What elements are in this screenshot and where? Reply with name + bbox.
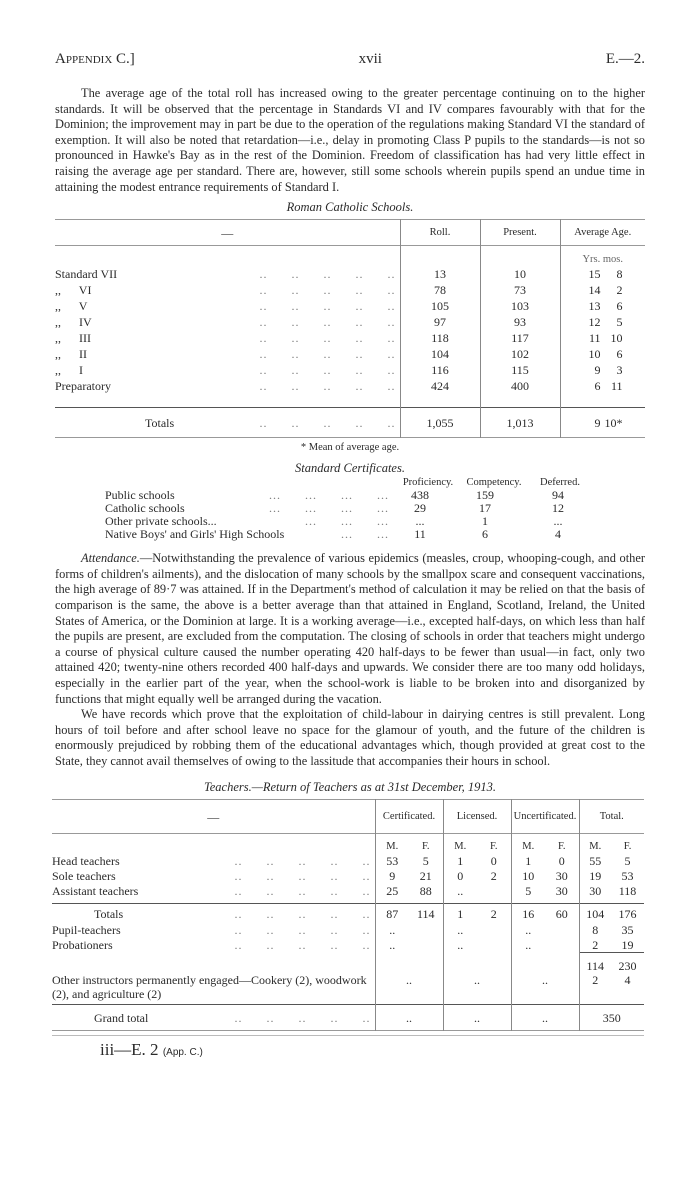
roll-value: 13 — [400, 266, 480, 282]
row-label — [52, 923, 375, 938]
cell-value: 9 — [375, 869, 409, 884]
female-label: F. — [421, 840, 430, 852]
leader-dots: .. .. .. .. .. — [226, 923, 371, 938]
blank — [52, 834, 375, 854]
male-label: M. — [443, 834, 477, 854]
cert-col-header: Deferred. — [540, 477, 580, 489]
row-label — [55, 346, 400, 362]
cell-value — [477, 923, 511, 938]
average-age-value — [560, 282, 645, 298]
mf-row — [52, 834, 644, 854]
cell-value: 60 — [555, 906, 568, 921]
row-label — [55, 266, 400, 282]
cell-value: 350 — [579, 1005, 644, 1031]
blank — [52, 953, 375, 973]
label-text: Assistant teachers — [52, 884, 139, 899]
cell-value: 53 — [621, 869, 634, 884]
cell-value: 30 — [555, 869, 568, 884]
leader-dots: .. .. .. .. .. — [251, 346, 396, 361]
male-label: M. — [375, 834, 409, 854]
years: 15 — [588, 266, 601, 281]
blank — [443, 953, 477, 973]
deferred-value: 4 — [555, 527, 561, 542]
cell-value: 19 — [621, 938, 634, 953]
table-header — [55, 220, 645, 246]
cell-value — [409, 923, 443, 938]
cell-value: 10 — [511, 869, 545, 884]
cell-value: 114 — [416, 906, 435, 921]
cell-value: 53 — [375, 854, 409, 869]
leader-dots: .. .. .. .. .. — [226, 938, 371, 953]
roll-value: 78 — [400, 282, 480, 298]
months: 3 — [616, 362, 623, 377]
present-value: 102 — [480, 346, 560, 362]
cell-value: .. — [443, 923, 477, 938]
average-age-value — [560, 298, 645, 314]
cell-value: 2 — [490, 906, 497, 921]
deferred-value: 12 — [552, 501, 564, 516]
cell-value: 5 — [422, 854, 429, 869]
present-value: 115 — [480, 362, 560, 378]
cell-value: 87 — [375, 904, 409, 923]
col-dash: — — [207, 809, 220, 824]
row-label — [52, 904, 375, 923]
cell-value: 1 — [443, 904, 477, 923]
footer-rule — [52, 1035, 644, 1036]
leader-dots: .. .. .. .. .. — [251, 378, 396, 393]
rc-caption: Roman Catholic Schools. — [286, 200, 414, 215]
leader-dots: .. .. .. .. .. — [251, 415, 396, 430]
teachers-table — [52, 799, 644, 1031]
leader-dots: ... ... ... ... — [269, 488, 389, 503]
col-total: Total. — [579, 800, 644, 834]
cell-value — [409, 938, 443, 953]
row-label — [52, 973, 375, 1005]
attendance-heading: Attendance. — [81, 551, 140, 566]
years: 12 — [588, 314, 601, 329]
leader-dots: .. .. .. .. .. — [251, 298, 396, 313]
cell-value — [545, 923, 579, 938]
table-row — [55, 314, 645, 330]
label-text: Sole teachers — [52, 869, 116, 884]
row-label — [55, 314, 400, 330]
label-text: ,, II — [55, 346, 87, 361]
row-label — [55, 330, 400, 346]
proficiency-value: 438 — [411, 488, 429, 503]
col-dash: — — [221, 225, 234, 240]
blank — [545, 953, 579, 973]
label-text: Grand total — [94, 1010, 149, 1025]
col-licensed: Licensed. — [443, 800, 511, 834]
male-label: M. — [579, 834, 611, 854]
cell-value: 2 — [490, 869, 497, 884]
label-text: Pupil-teachers — [52, 923, 121, 938]
other-instructors-row — [52, 973, 644, 1005]
paragraph-attendance — [55, 551, 645, 707]
competency-value: 17 — [479, 501, 491, 516]
cell-value: .. — [443, 938, 477, 953]
totals-row — [52, 904, 644, 923]
label-text: ,, V — [55, 298, 88, 313]
table-header — [52, 800, 644, 834]
table-row — [55, 266, 645, 282]
leader-dots: .. .. .. .. .. — [251, 266, 396, 281]
col-average-age: Average Age. — [560, 220, 645, 246]
cell-value: 30 — [579, 884, 611, 899]
cert-col-header: Competency. — [466, 477, 522, 489]
attendance-text: —Notwithstanding the prevalence of various epidemics (measles, croup, whooping-cough, and other forms of children's ailments), and the dislocation of many schools by the smallpox scare and consequent vaccinations, the high average of 89·7 was attained. If in the Department's method of calculation it may be relied on that the basis of comparison is the same, the above is a better average than that attained in England, Scotland, Ireland, the United States of America, or the Dominion at large. It is a working average—i.e., excepted half-days, on which less than half the pupils are present, are excluded from the computation. The closing of schools in order that teachers might undergo a course of physical culture caused the number operating 420 half-days to be fewer than usual—in fact, only two attained 420; twenty-nine others recorded 400 half-days and upwards. We consider there are too many odd holidays, especially in the earlier part of the year, when the school-work is liable to be broken into and disorganized by functions that might equally well be arranged during the vacation. — [55, 551, 645, 706]
footer-small: (App. C.) — [162, 1047, 203, 1059]
cell-value: .. — [511, 973, 579, 1005]
years: 6 — [594, 378, 601, 393]
roll-value: 116 — [400, 362, 480, 378]
cert-col-header: Proficiency. — [402, 477, 454, 489]
months: 5 — [616, 314, 623, 329]
leader-dots: ... ... — [341, 527, 389, 542]
competency-value: 6 — [482, 527, 488, 542]
deferred-value: 94 — [552, 488, 564, 503]
units-label: Yrs. mos. — [560, 246, 645, 266]
header-right: E.—2. — [605, 51, 645, 67]
row-label — [52, 854, 375, 869]
subtotal-male: 114 — [579, 953, 611, 973]
leader-dots: .. .. .. .. .. — [226, 884, 371, 899]
cell-value — [477, 938, 511, 953]
cell-value: .. — [511, 923, 545, 938]
row-label — [52, 869, 375, 884]
cell-value: .. — [443, 1005, 511, 1031]
table-row — [55, 346, 645, 362]
cell-value: .. — [375, 923, 409, 938]
cell-value: 16 — [511, 904, 545, 923]
certificates-table — [105, 476, 645, 541]
col-uncertificated: Uncertificated. — [511, 800, 579, 834]
present-value: 73 — [480, 282, 560, 298]
units-row — [55, 246, 645, 266]
months: 11 — [610, 378, 623, 393]
grand-total-row — [52, 1005, 644, 1031]
blank — [409, 953, 443, 973]
paragraph-child-labour: We have records which prove that the exploitation of child-labour in dairying centres is still prevalent. Long hours of toil before and after school leave no space for the glamour of youth, and the future of the children is enormously prejudiced by robbing them of the educational advantages which, though provided at great cost to the State, they cannot avail themselves of owing to the lassitude that accompanies their hours in school. — [55, 707, 645, 768]
months: 6 — [616, 298, 623, 313]
blank — [55, 246, 400, 266]
cell-value: 88 — [419, 884, 432, 899]
row-label — [52, 938, 375, 953]
months: 2 — [616, 282, 623, 297]
row-label — [52, 884, 375, 899]
label-text: Probationers — [52, 938, 113, 953]
cell-value: 30 — [555, 884, 568, 899]
leader-dots: .. .. .. .. .. — [226, 869, 371, 884]
blank — [480, 246, 560, 266]
leader-dots: .. .. .. .. .. — [251, 314, 396, 329]
col-roll: Roll. — [400, 220, 480, 246]
cell-value: 4 — [624, 972, 631, 987]
cell-value: 104 — [579, 904, 611, 923]
blank — [375, 953, 409, 973]
label-text: Public schools — [105, 488, 175, 503]
table-row — [52, 938, 644, 953]
leader-dots: .. .. .. .. .. — [226, 906, 371, 921]
leader-dots: ... ... ... ... — [269, 501, 389, 516]
years: 13 — [588, 298, 601, 313]
roll-value: 1,055 — [400, 408, 480, 438]
spacer — [55, 394, 645, 408]
blank — [511, 953, 545, 973]
present-value: 1,013 — [480, 408, 560, 438]
roll-value: 118 — [400, 330, 480, 346]
years: 10 — [588, 346, 601, 361]
row-label — [55, 362, 400, 378]
footer-main: iii—E. 2 — [100, 1040, 159, 1060]
label-text: ,, III — [55, 330, 91, 345]
cell-value: 5 — [624, 854, 631, 869]
leader-dots: .. .. .. .. .. — [226, 1010, 371, 1025]
certificates-header — [395, 476, 645, 489]
cell-value: .. — [375, 1005, 443, 1031]
cell-value: 1 — [443, 854, 477, 869]
subtotal-row — [52, 953, 644, 973]
roll-value: 105 — [400, 298, 480, 314]
cell-value: 0 — [490, 854, 497, 869]
label-text: Native Boys' and Girls' High Schools — [105, 527, 285, 542]
table-row — [52, 923, 644, 938]
years: 9 — [594, 415, 601, 430]
cell-value: 176 — [618, 906, 637, 921]
cell-value: .. — [511, 1005, 579, 1031]
cell-value: 0 — [558, 854, 565, 869]
blank — [477, 953, 511, 973]
label-text: Other private schools... — [105, 514, 217, 529]
row-label — [105, 528, 395, 541]
cell-value: 0 — [443, 869, 477, 884]
average-age-value — [560, 408, 645, 438]
row-label — [55, 408, 400, 438]
female-label: F. — [489, 840, 498, 852]
label-text: Head teachers — [52, 854, 120, 869]
cell-value — [545, 938, 579, 953]
male-label: M. — [511, 834, 545, 854]
teachers-caption: Teachers.—Return of Teachers as at 31st December, 1913. — [203, 780, 497, 795]
cell-value: .. — [375, 938, 409, 953]
present-value: 10 — [480, 266, 560, 282]
months: 10 — [610, 330, 623, 345]
average-age-value — [560, 314, 645, 330]
row-label — [55, 282, 400, 298]
roll-value: 97 — [400, 314, 480, 330]
present-value: 117 — [480, 330, 560, 346]
col-present: Present. — [480, 220, 560, 246]
cell-value: .. — [443, 884, 477, 899]
blank — [400, 246, 480, 266]
footer-signature — [100, 1040, 645, 1063]
roll-value: 104 — [400, 346, 480, 362]
cell-value: 19 — [579, 869, 611, 884]
label-text: Other instructors permanently engaged—Cookery (2), woodwork (2), and agriculture (2) — [52, 972, 367, 1001]
blank — [560, 394, 645, 408]
cell-value: 118 — [618, 884, 637, 899]
row-label — [55, 378, 400, 394]
row-label — [55, 298, 400, 314]
table-row — [105, 528, 645, 541]
cell-value: 35 — [621, 923, 634, 938]
table-row — [52, 884, 644, 899]
competency-value: 1 — [482, 514, 488, 529]
cell-value: 2 — [579, 938, 611, 953]
label-text: Standard VII — [55, 266, 118, 281]
months: 10* — [604, 415, 623, 430]
average-age-value — [560, 266, 645, 282]
label-text: Catholic schools — [105, 501, 185, 516]
cell-value: 21 — [419, 869, 432, 884]
blank — [55, 394, 400, 408]
leader-dots: .. .. .. .. .. — [251, 282, 396, 297]
months: 8 — [616, 266, 623, 281]
cell-value — [477, 884, 511, 899]
competency-value: 159 — [476, 488, 494, 503]
rc-footnote: * Mean of average age. — [300, 442, 400, 454]
years: 11 — [588, 330, 601, 345]
cell-value: .. — [511, 938, 545, 953]
blank — [480, 394, 560, 408]
certificates-caption: Standard Certificates. — [295, 461, 405, 476]
leader-dots: .. .. .. .. .. — [251, 362, 396, 377]
leader-dots: .. .. .. .. .. — [251, 330, 396, 345]
cell-value: 55 — [579, 854, 611, 869]
table-row — [55, 298, 645, 314]
cell-value: 1 — [511, 854, 545, 869]
cell-value: 5 — [511, 884, 545, 899]
cell-value: .. — [443, 973, 511, 1005]
label-text: Totals — [94, 906, 124, 921]
label-text: ,, I — [55, 362, 83, 377]
table-row — [52, 854, 644, 869]
blank — [400, 394, 480, 408]
label-text: Preparatory — [55, 378, 111, 393]
header-left: Appendix C.] — [55, 51, 135, 67]
proficiency-value: ... — [415, 514, 425, 529]
cell-value: 25 — [375, 884, 409, 899]
label-text: ,, VI — [55, 282, 92, 297]
cell-value: 2 — [579, 973, 611, 1005]
present-value: 93 — [480, 314, 560, 330]
col-certificated: Certificated. — [375, 800, 443, 834]
years: 9 — [594, 362, 601, 377]
cell-value: .. — [375, 973, 443, 1005]
months: 6 — [616, 346, 623, 361]
average-age-value — [560, 378, 645, 394]
average-age-value — [560, 346, 645, 362]
proficiency-value: 11 — [414, 527, 426, 542]
page-header — [55, 50, 645, 68]
leader-dots: .. .. .. .. .. — [226, 854, 371, 869]
female-label: F. — [623, 840, 632, 852]
roll-value: 424 — [400, 378, 480, 394]
table-row — [52, 869, 644, 884]
table-row — [55, 282, 645, 298]
table-row — [55, 378, 645, 394]
average-age-value — [560, 362, 645, 378]
present-value: 400 — [480, 378, 560, 394]
label-text: Totals — [145, 415, 175, 430]
table-row — [55, 330, 645, 346]
label-text: ,, IV — [55, 314, 92, 329]
totals-row — [55, 408, 645, 438]
table-row — [55, 362, 645, 378]
present-value: 103 — [480, 298, 560, 314]
years: 14 — [588, 282, 601, 297]
cell-value: 8 — [579, 923, 611, 938]
deferred-value: ... — [553, 514, 563, 529]
roman-catholic-table — [55, 219, 645, 438]
female-label: F. — [557, 840, 566, 852]
paragraph-average-age: The average age of the total roll has increased owing to the greater percentage continuing on to the higher standards. It will be observed that the percentage in Standards VI and IV compares favourably with that for the Dominion; the improvement may in part be due to the operation of the regulations making Standard VI the standard of exemption. It will also be noted that retardation—i.e., delay in promoting Class P pupils to the standards—is not so pronounced in Hawke's Bay as in the rest of the Dominion. Freedom of classification has had very little effect in raising the average age per standard. There are, however, still some schools wherein pupils spend an undue time in attaining the modest entrance requirements of Standard I. — [55, 86, 645, 194]
subtotal-female: 230 — [611, 953, 644, 973]
leader-dots: ... ... ... — [305, 514, 389, 529]
page-number: xvii — [358, 51, 382, 67]
average-age-value — [560, 330, 645, 346]
proficiency-value: 29 — [414, 501, 426, 516]
row-label — [52, 1005, 375, 1031]
